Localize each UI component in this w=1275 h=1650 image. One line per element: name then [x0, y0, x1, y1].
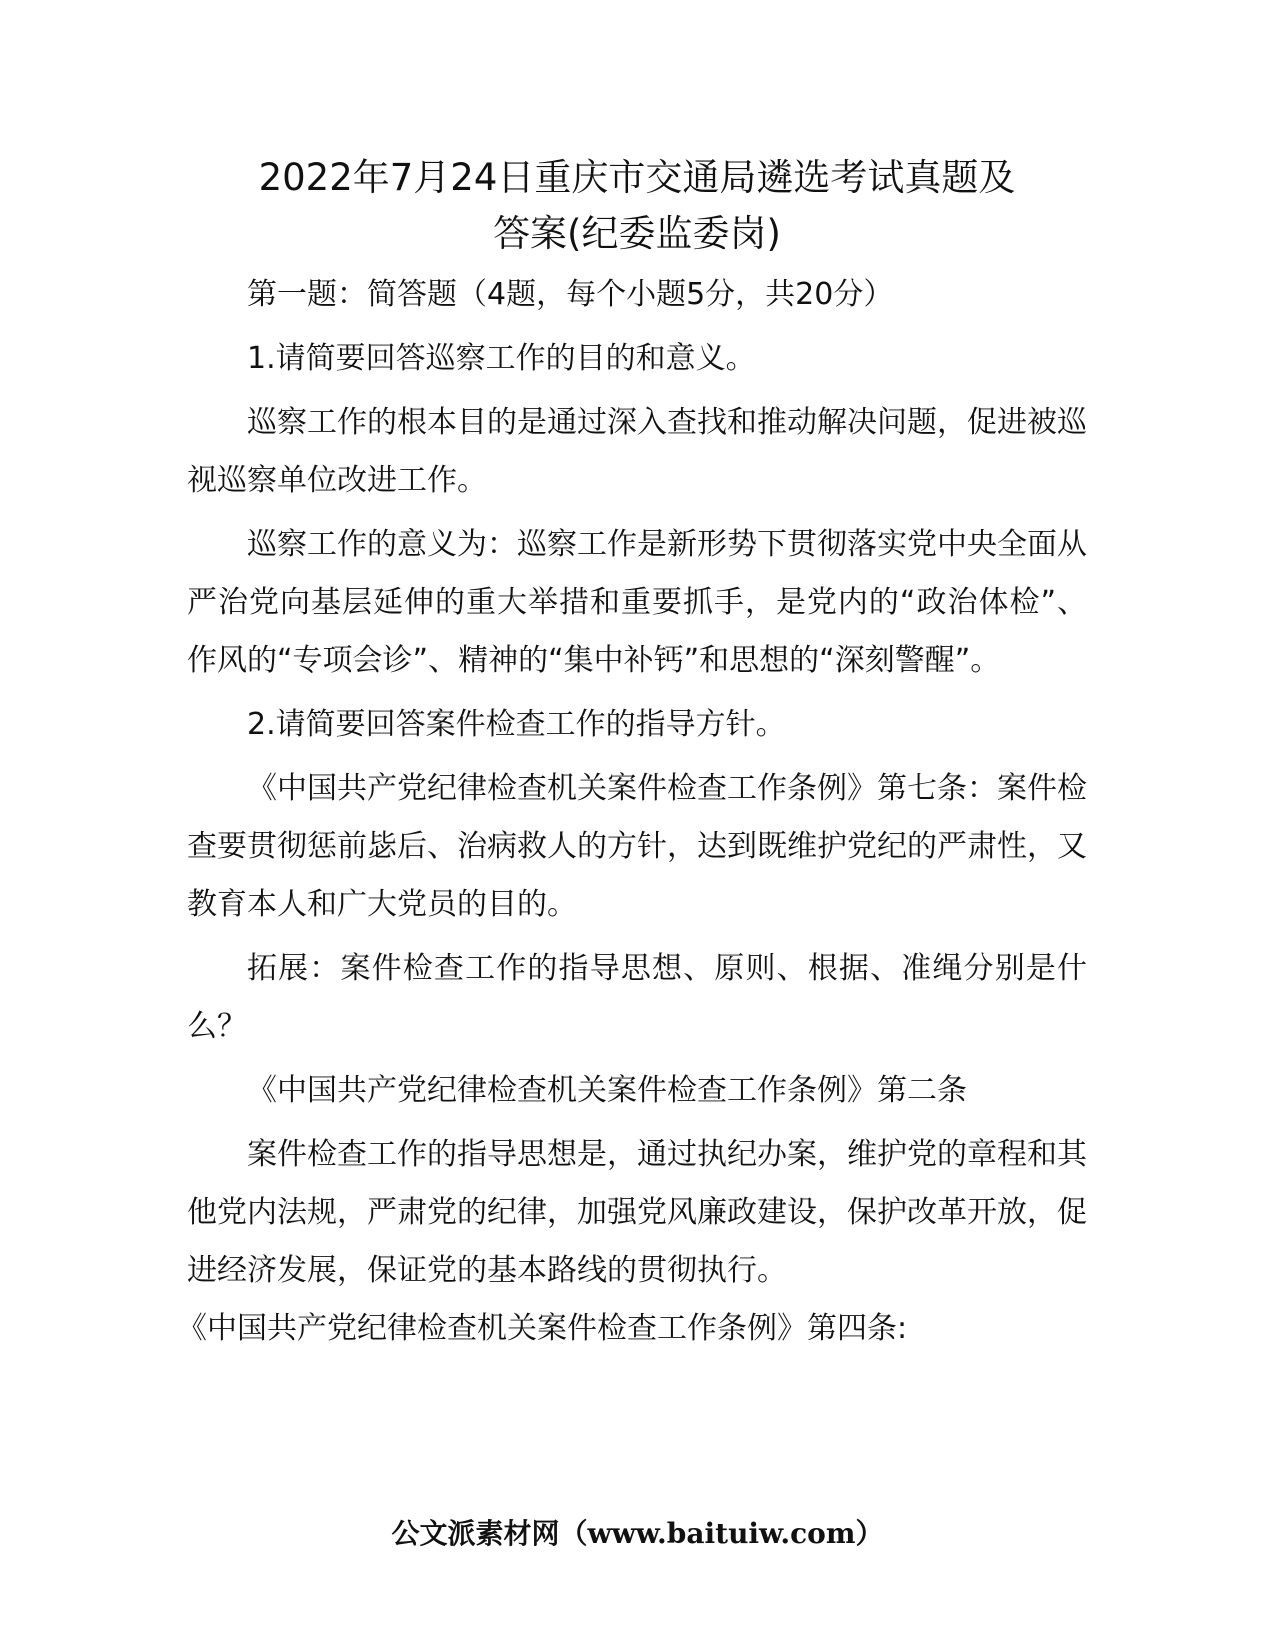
- answer-paragraph: 巡察工作的意义为：巡察工作是新形势下贯彻落实党中央全面从严治党向基层延伸的重大举措和重要抓手，是党内的“政治体检”、作风的“专项会诊”、精神的“集中补钙”和思想的“深刻警醒”。: [187, 527, 1087, 678]
- answer-paragraph: 《中国共产党纪律检查机关案件检查工作条例》第七条：案件检查要贯彻惩前毖后、治病救人的方针，达到既维护党纪的严肃性，又教育本人和广大党员的目的。: [187, 771, 1087, 922]
- watermark-footer: 公文派素材网（www.baituiw.com）: [391, 1517, 884, 1550]
- section-heading: 第一题：简答题（4题，每个小题5分，共20分）: [247, 277, 894, 312]
- document-body: [177, 150, 1087, 1358]
- citation-line: 《中国共产党纪律检查机关案件检查工作条例》第四条:: [177, 1311, 908, 1346]
- extension-question: 拓展：案件检查工作的指导思想、原则、根据、准绳分别是什么？: [187, 951, 1087, 1044]
- answer-paragraph: 巡察工作的根本目的是通过深入查找和推动解决问题，促进被巡视巡察单位改进工作。: [187, 405, 1087, 498]
- title-line-2: 答案(纪委监委岗): [493, 212, 781, 255]
- question-2: 2.请简要回答案件检查工作的指导方针。: [247, 707, 786, 742]
- question-1: 1.请简要回答巡察工作的目的和意义。: [247, 341, 756, 376]
- citation-line: 《中国共产党纪律检查机关案件检查工作条例》第二条: [247, 1073, 967, 1108]
- document-title: [187, 150, 1087, 262]
- title-line-1: 2022年7月24日重庆市交通局遴选考试真题及: [258, 156, 1016, 199]
- answer-paragraph: 案件检查工作的指导思想是，通过执纪办案，维护党的章程和其他党内法规，严肃党的纪律，加强党风廉政建设，保护改革开放，促进经济发展，保证党的基本路线的贯彻执行。: [187, 1137, 1087, 1288]
